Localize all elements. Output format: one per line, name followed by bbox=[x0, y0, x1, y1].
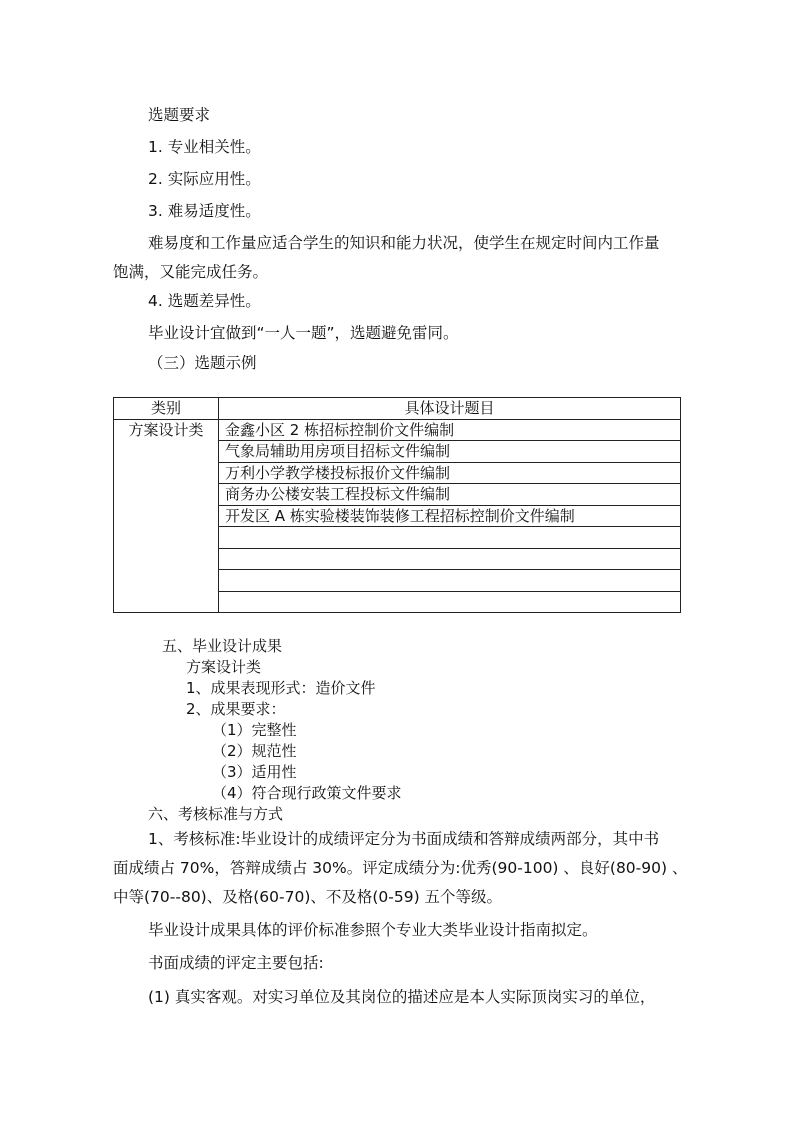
topic-examples-table bbox=[113, 397, 681, 613]
topic-cell: 气象局辅助用房项目招标文件编制 bbox=[219, 441, 681, 463]
section6-p1-line1: 1、考核标准:毕业设计的成绩评定分为书面成绩和答辩成绩两部分，其中书 bbox=[148, 830, 660, 848]
section5-item-2: 2、成果要求： bbox=[186, 700, 286, 718]
section5-req-2: （2）规范性 bbox=[212, 742, 297, 760]
topic-cell bbox=[219, 591, 681, 613]
section5-req-4: （4）符合现行政策文件要求 bbox=[212, 784, 402, 802]
header-category: 类别 bbox=[114, 398, 219, 420]
category-cell: 方案设计类 bbox=[114, 419, 219, 613]
requirement-item-1: 1. 专业相关性。 bbox=[148, 138, 261, 156]
section6-p1-line2: 面成绩占 70%，答辩成绩占 30%。评定成绩分为:优秀(90-100) 、良好(80-90) 、 bbox=[113, 859, 688, 877]
requirement-item-4-desc: 毕业设计宜做到“一人一题”，选题避免雷同。 bbox=[148, 324, 459, 342]
section5-req-3: （3）适用性 bbox=[212, 763, 297, 781]
requirement-item-2: 2. 实际应用性。 bbox=[148, 170, 261, 188]
topic-cell: 万利小学教学楼投标报价文件编制 bbox=[219, 462, 681, 484]
section6-heading: 六、考核标准与方式 bbox=[148, 805, 284, 823]
section6-p2: 毕业设计成果具体的评价标准参照个专业大类毕业设计指南拟定。 bbox=[148, 921, 598, 939]
section6-p1-line3: 中等(70--80)、及格(60-70)、不及格(0-59) 五个等级。 bbox=[113, 888, 503, 906]
section5-item-1: 1、成果表现形式：造价文件 bbox=[186, 679, 376, 697]
topic-cell bbox=[219, 527, 681, 549]
section6-p3: 书面成绩的评定主要包括: bbox=[148, 954, 324, 972]
section5-req-1: （1）完整性 bbox=[212, 721, 297, 739]
section6-p4: (1) 真实客观。对实习单位及其岗位的描述应是本人实际顶岗实习的单位， bbox=[148, 988, 656, 1006]
requirement-item-3: 3. 难易适度性。 bbox=[148, 202, 261, 220]
section5-heading: 五、毕业设计成果 bbox=[162, 637, 283, 655]
requirement-item-3-desc-line2: 饱满，又能完成任务。 bbox=[113, 263, 269, 281]
topic-cell: 金鑫小区 2 栋招标控制价文件编制 bbox=[219, 419, 681, 441]
topic-cell: 开发区 A 栋实验楼装饰装修工程招标控制价文件编制 bbox=[219, 505, 681, 527]
table-header-row bbox=[114, 398, 681, 420]
topic-cell: 商务办公楼安装工程投标文件编制 bbox=[219, 484, 681, 506]
topic-cell bbox=[219, 548, 681, 570]
requirement-item-4: 4. 选题差异性。 bbox=[148, 292, 261, 310]
table-row bbox=[114, 419, 681, 441]
header-topic: 具体设计题目 bbox=[219, 398, 681, 420]
section5-subheading: 方案设计类 bbox=[186, 658, 262, 676]
examples-heading: （三）选题示例 bbox=[148, 354, 257, 372]
requirements-heading: 选题要求 bbox=[148, 106, 211, 124]
requirement-item-3-desc-line1: 难易度和工作量应适合学生的知识和能力状况，使学生在规定时间内工作量 bbox=[148, 234, 660, 252]
topic-cell bbox=[219, 570, 681, 592]
